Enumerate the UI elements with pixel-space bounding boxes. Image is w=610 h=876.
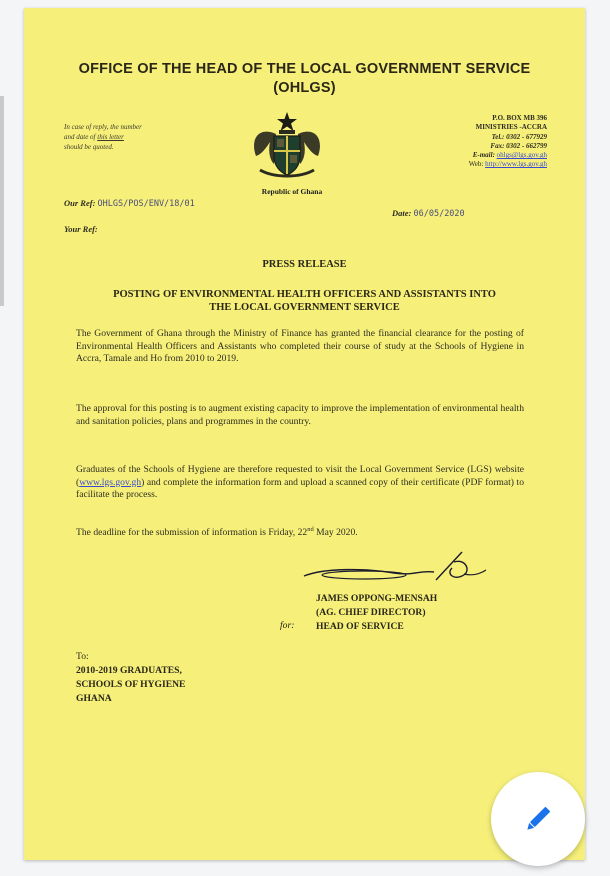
paragraph-3-text: Graduates of the Schools of Hygiene are therefore requested to visit the Local Government Service (LGS) website ( — [76, 464, 524, 488]
lgs-website-link[interactable]: www.lgs.gov.gh — [79, 476, 142, 488]
ordinal-suffix: nd — [307, 526, 314, 533]
telephone-label: Tel.: — [491, 132, 505, 141]
subject-line: POSTING OF ENVIRONMENTAL HEALTH OFFICERS AND ASSISTANTS INTO — [113, 289, 496, 300]
reply-note-line: In case of reply, the number — [64, 123, 142, 131]
your-ref — [64, 224, 98, 234]
fax — [469, 142, 547, 151]
pencil-icon — [520, 801, 556, 837]
po-box: P.O. BOX MB 396 — [492, 114, 547, 122]
office-title: OFFICE OF THE HEAD OF THE LOCAL GOVERNMENT SERVICE — [78, 61, 531, 77]
for-label: for: — [280, 620, 295, 631]
scroll-indicator[interactable] — [0, 96, 4, 306]
recipient-line: GHANA — [76, 693, 112, 704]
edit-button[interactable] — [491, 772, 585, 866]
reply-note-underlined: this letter — [97, 133, 124, 141]
ghana-coat-of-arms-icon — [246, 110, 328, 182]
paragraph-4-text: The deadline for the submission of information is Friday, 22 — [76, 527, 308, 539]
website-label: Web: — [468, 160, 484, 169]
letterhead — [24, 60, 585, 98]
our-ref-value: OHLGS/POS/ENV/18/01 — [97, 199, 195, 209]
reply-note-line — [64, 132, 174, 142]
fax-label: Fax: — [490, 141, 505, 150]
reply-note-line: should be quoted. — [64, 143, 114, 151]
telephone — [469, 133, 547, 142]
date-value: 06/05/2020 — [413, 209, 465, 219]
our-ref-label: Our Ref: — [64, 198, 96, 208]
fax-number: 0302 - 662799 — [506, 141, 547, 150]
crest-caption: Republic of Ghana — [261, 187, 323, 196]
paragraph-2: The approval for this posting is to augment existing capacity to improve the implementation of environmental health and sanitation policies, plans and programmes in the country. — [76, 403, 524, 427]
letter-document — [24, 8, 585, 860]
paragraph-3 — [76, 464, 524, 502]
signatory-block — [316, 592, 437, 634]
subject-line: THE LOCAL GOVERNMENT SERVICE — [209, 302, 400, 313]
website-link[interactable]: http://www.lgs.gov.gh — [485, 160, 547, 169]
recipient-block — [76, 650, 185, 706]
our-ref — [64, 198, 195, 209]
signature — [294, 546, 494, 588]
signer-office: HEAD OF SERVICE — [316, 621, 404, 632]
address-block — [469, 114, 547, 170]
reply-note-text: and date of — [64, 133, 98, 141]
signer-name: JAMES OPPONG-MENSAH — [316, 593, 438, 604]
paragraph-4-text: May 2020. — [313, 527, 358, 539]
reply-note — [64, 122, 174, 152]
recipient-line: 2010-2019 GRADUATES, — [76, 665, 182, 676]
to-label: To: — [76, 651, 89, 662]
telephone-number: 0302 - 677929 — [506, 132, 547, 141]
email — [469, 151, 547, 160]
office-abbr: (OHLGS) — [273, 80, 336, 96]
your-ref-label: Your Ref: — [64, 224, 98, 234]
email-link[interactable]: ohlgs@lgs.gov.gh — [496, 151, 547, 160]
email-label: E-mail: — [472, 151, 495, 160]
website — [469, 160, 547, 169]
paragraph-3-text: ) and complete the information form and upload a scanned copy of their certificate (PDF format) to facilitate the process. — [76, 476, 524, 501]
subject-heading — [24, 288, 585, 314]
date-label: Date: — [392, 208, 412, 218]
signer-title: (AG. CHIEF DIRECTOR) — [316, 607, 426, 618]
paragraph-1: The Government of Ghana through the Ministry of Finance has granted the financial clearance for the posting of Environmental Health Officers and Assistants who completed their course of study at the Schools of Hygiene in Accra, Tamale and Ho from 2010 to 2019. — [76, 328, 524, 365]
paragraph-4 — [76, 524, 524, 540]
date — [392, 208, 465, 219]
press-release-heading: PRESS RELEASE — [262, 259, 347, 270]
recipient-line: SCHOOLS OF HYGIENE — [76, 679, 186, 690]
address-city: MINISTRIES -ACCRA — [475, 123, 547, 132]
